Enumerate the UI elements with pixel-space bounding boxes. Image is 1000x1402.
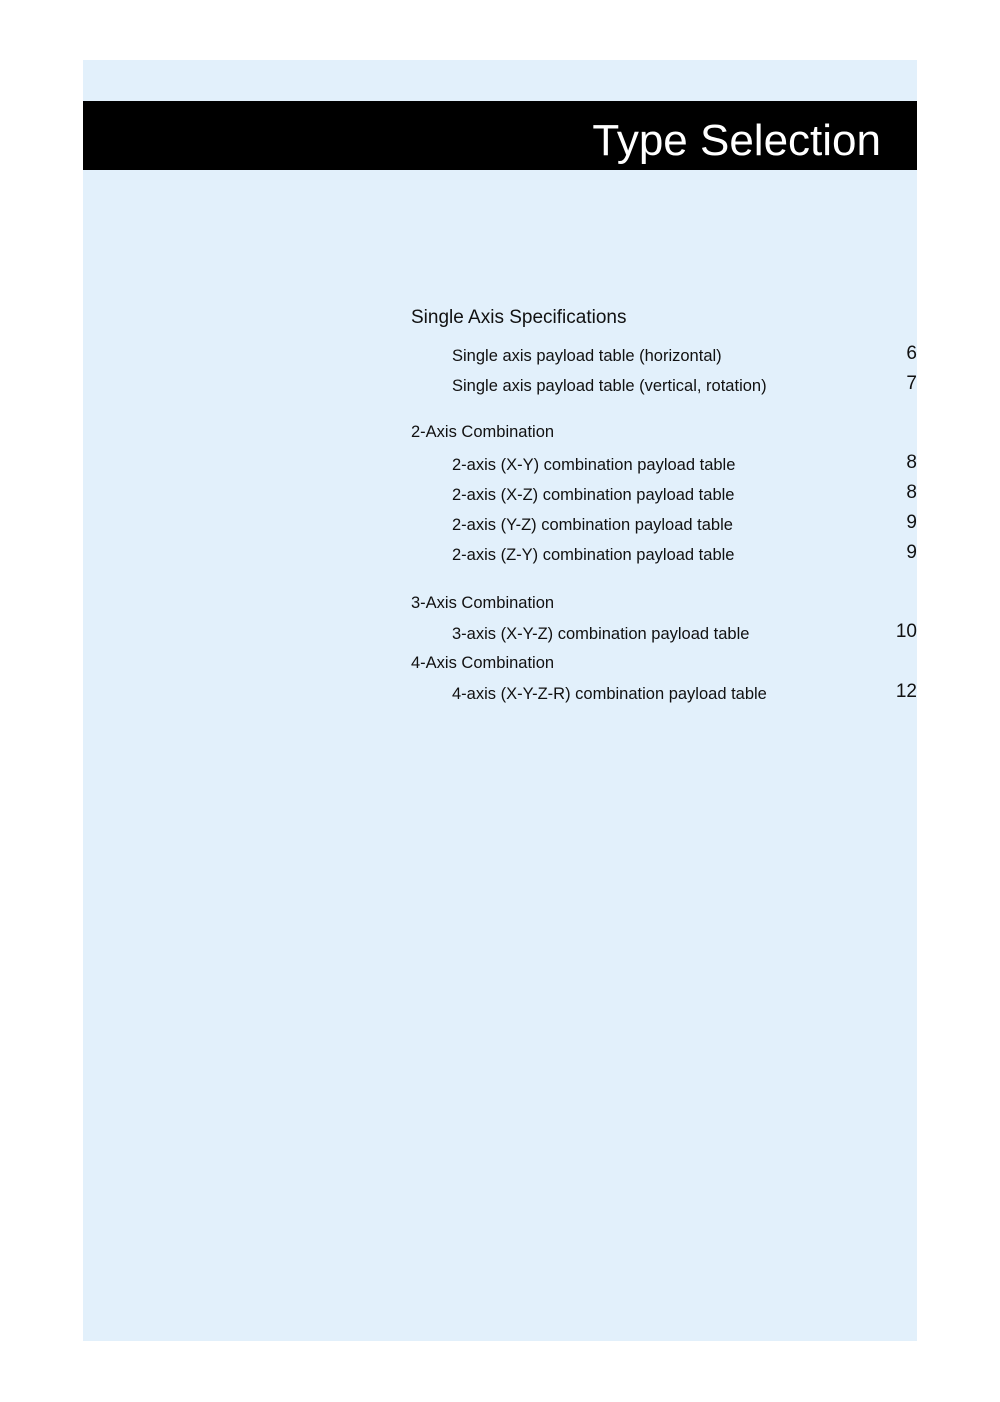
toc-entry-label: 4-axis (X-Y-Z-R) combination payload table <box>452 685 767 703</box>
toc-entry-page-number: 8 <box>906 452 917 473</box>
toc-entry-label: 3-axis (X-Y-Z) combination payload table <box>452 625 750 643</box>
toc-entry[interactable] <box>411 374 917 396</box>
toc-entry-page-number: 7 <box>906 373 917 394</box>
toc-entry-label: 2-axis (Y-Z) combination payload table <box>452 516 733 534</box>
toc-entry-page-number: 6 <box>906 343 917 364</box>
toc-entry-page-number: 9 <box>906 542 917 563</box>
toc-entry[interactable] <box>411 513 917 535</box>
section-heading-four-axis: 4-Axis Combination <box>411 654 555 672</box>
toc-entry-label: Single axis payload table (vertical, rotation) <box>452 377 767 395</box>
toc-entry[interactable] <box>411 453 917 475</box>
toc-entry-page-number: 9 <box>906 512 917 533</box>
page-title: Type Selection <box>592 116 881 165</box>
page-sheet <box>83 60 917 1341</box>
toc-entry-label: 2-axis (X-Y) combination payload table <box>452 456 736 474</box>
toc-entry-page-number: 8 <box>906 482 917 503</box>
toc-entry-label: 2-axis (Z-Y) combination payload table <box>452 546 735 564</box>
toc-entry[interactable] <box>411 682 917 704</box>
title-bar <box>83 101 917 170</box>
toc-entry-page-number: 10 <box>895 621 917 642</box>
toc-entry[interactable] <box>411 622 917 644</box>
toc-entry-page-number: 12 <box>895 681 917 702</box>
toc-entry-label: Single axis payload table (horizontal) <box>452 347 722 365</box>
toc-entry[interactable] <box>411 543 917 565</box>
section-heading-three-axis: 3-Axis Combination <box>411 594 555 612</box>
section-heading-two-axis: 2-Axis Combination <box>411 423 555 441</box>
section-heading-single-axis: Single Axis Specifications <box>411 307 627 328</box>
toc-entry-label: 2-axis (X-Z) combination payload table <box>452 486 735 504</box>
toc-entry[interactable] <box>411 344 917 366</box>
toc-entry[interactable] <box>411 483 917 505</box>
